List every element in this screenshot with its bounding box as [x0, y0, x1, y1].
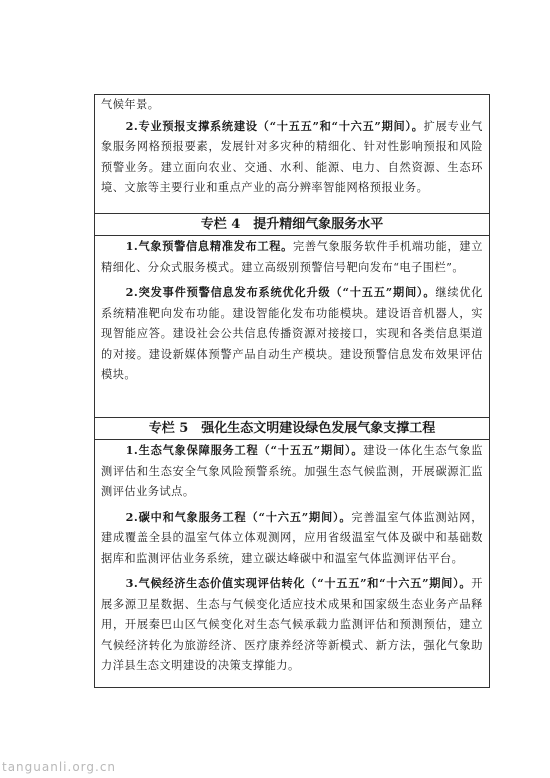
item-lead: 1.生态气象保障服务工程（“十五五”期间）。: [125, 443, 364, 457]
paragraph-item: [95, 507, 489, 570]
content-table: [94, 94, 490, 688]
paragraph-item: [95, 282, 489, 386]
item-lead: 1.气象预警信息精准发布工程。: [125, 239, 294, 253]
paragraph-item: [95, 116, 489, 199]
item-lead: 3.气候经济生态价值实现评估转化（“十五五”和“十六五”期间）。: [125, 576, 472, 590]
column-5-header: 专栏 5 强化生态文明建设绿色发展气象支撑工程: [95, 417, 489, 440]
item-lead: 2.专业预报支撑系统建设（“十五五”和“十六五”期间）。: [125, 118, 424, 133]
item-body: 建设一体化生态气象监测评估和生态安全气象风险预警系统。加强生态气候监测，开展碳源汇监测评估业务试点。: [101, 444, 483, 498]
item-body: 完善温室气体监测站网，建成覆盖全县的温室气体立体观测网，应用省级温室气体及碳中和基础数据库和监测评估业务系统，建立碳达峰碳中和温室气体监测评估平台。: [101, 510, 483, 565]
item-lead: 2.突发事件预警信息发布系统优化升级（“十五五”期间）。: [125, 285, 436, 299]
section-column-4: [95, 236, 489, 417]
column-4-header: 专栏 4 提升精细气象服务水平: [95, 213, 489, 236]
paragraph-item: [95, 440, 489, 503]
item-body: 完善气象服务软件手机端功能，建立精细化、分众式服务模式。建立高级别预警信号靶向发布“电子围栏”。: [101, 240, 483, 274]
item-lead: 2.碳中和气象服务工程（“十六五”期间）。: [125, 509, 352, 524]
paragraph-continuation: 气候年景。: [101, 98, 160, 111]
section-continued: [95, 95, 489, 213]
section-column-5: [95, 440, 489, 689]
paragraph-item: [95, 573, 489, 677]
item-body: 继续优化系统精准靶向发布功能。建设智能化发布功能模块。建设语音机器人，实现智能应答。建设社会公共信息传播资源对接接口，实现和各类信息渠道的对接。建设新媒体预警产品自动生产模块。建设预警信息发布效果评估模块。: [101, 286, 483, 381]
watermark: tanguanli.org.cn: [2, 760, 117, 774]
item-body: 开展多源卫星数据、生态与气候变化适应技术成果和国家级生态业务产品释用，开展秦巴山区气候变化对生态气候承载力监测评估和预测预估，建立气候经济转化为旅游经济、医疗康养经济等新模式、新方法，强化气象助力洋县生态文明建设的决策支撑能力。: [101, 577, 483, 672]
paragraph-item: [95, 236, 489, 278]
item-body: 扩展专业气象服务网格预报要素，发展针对多灾种的精细化、针对性影响预报和风险预警业务。建立面向农业、交通、水利、能源、电力、自然资源、生态环境、文旅等主要行业和重点产业的高分辨率智能网格预报业务。: [101, 119, 483, 194]
